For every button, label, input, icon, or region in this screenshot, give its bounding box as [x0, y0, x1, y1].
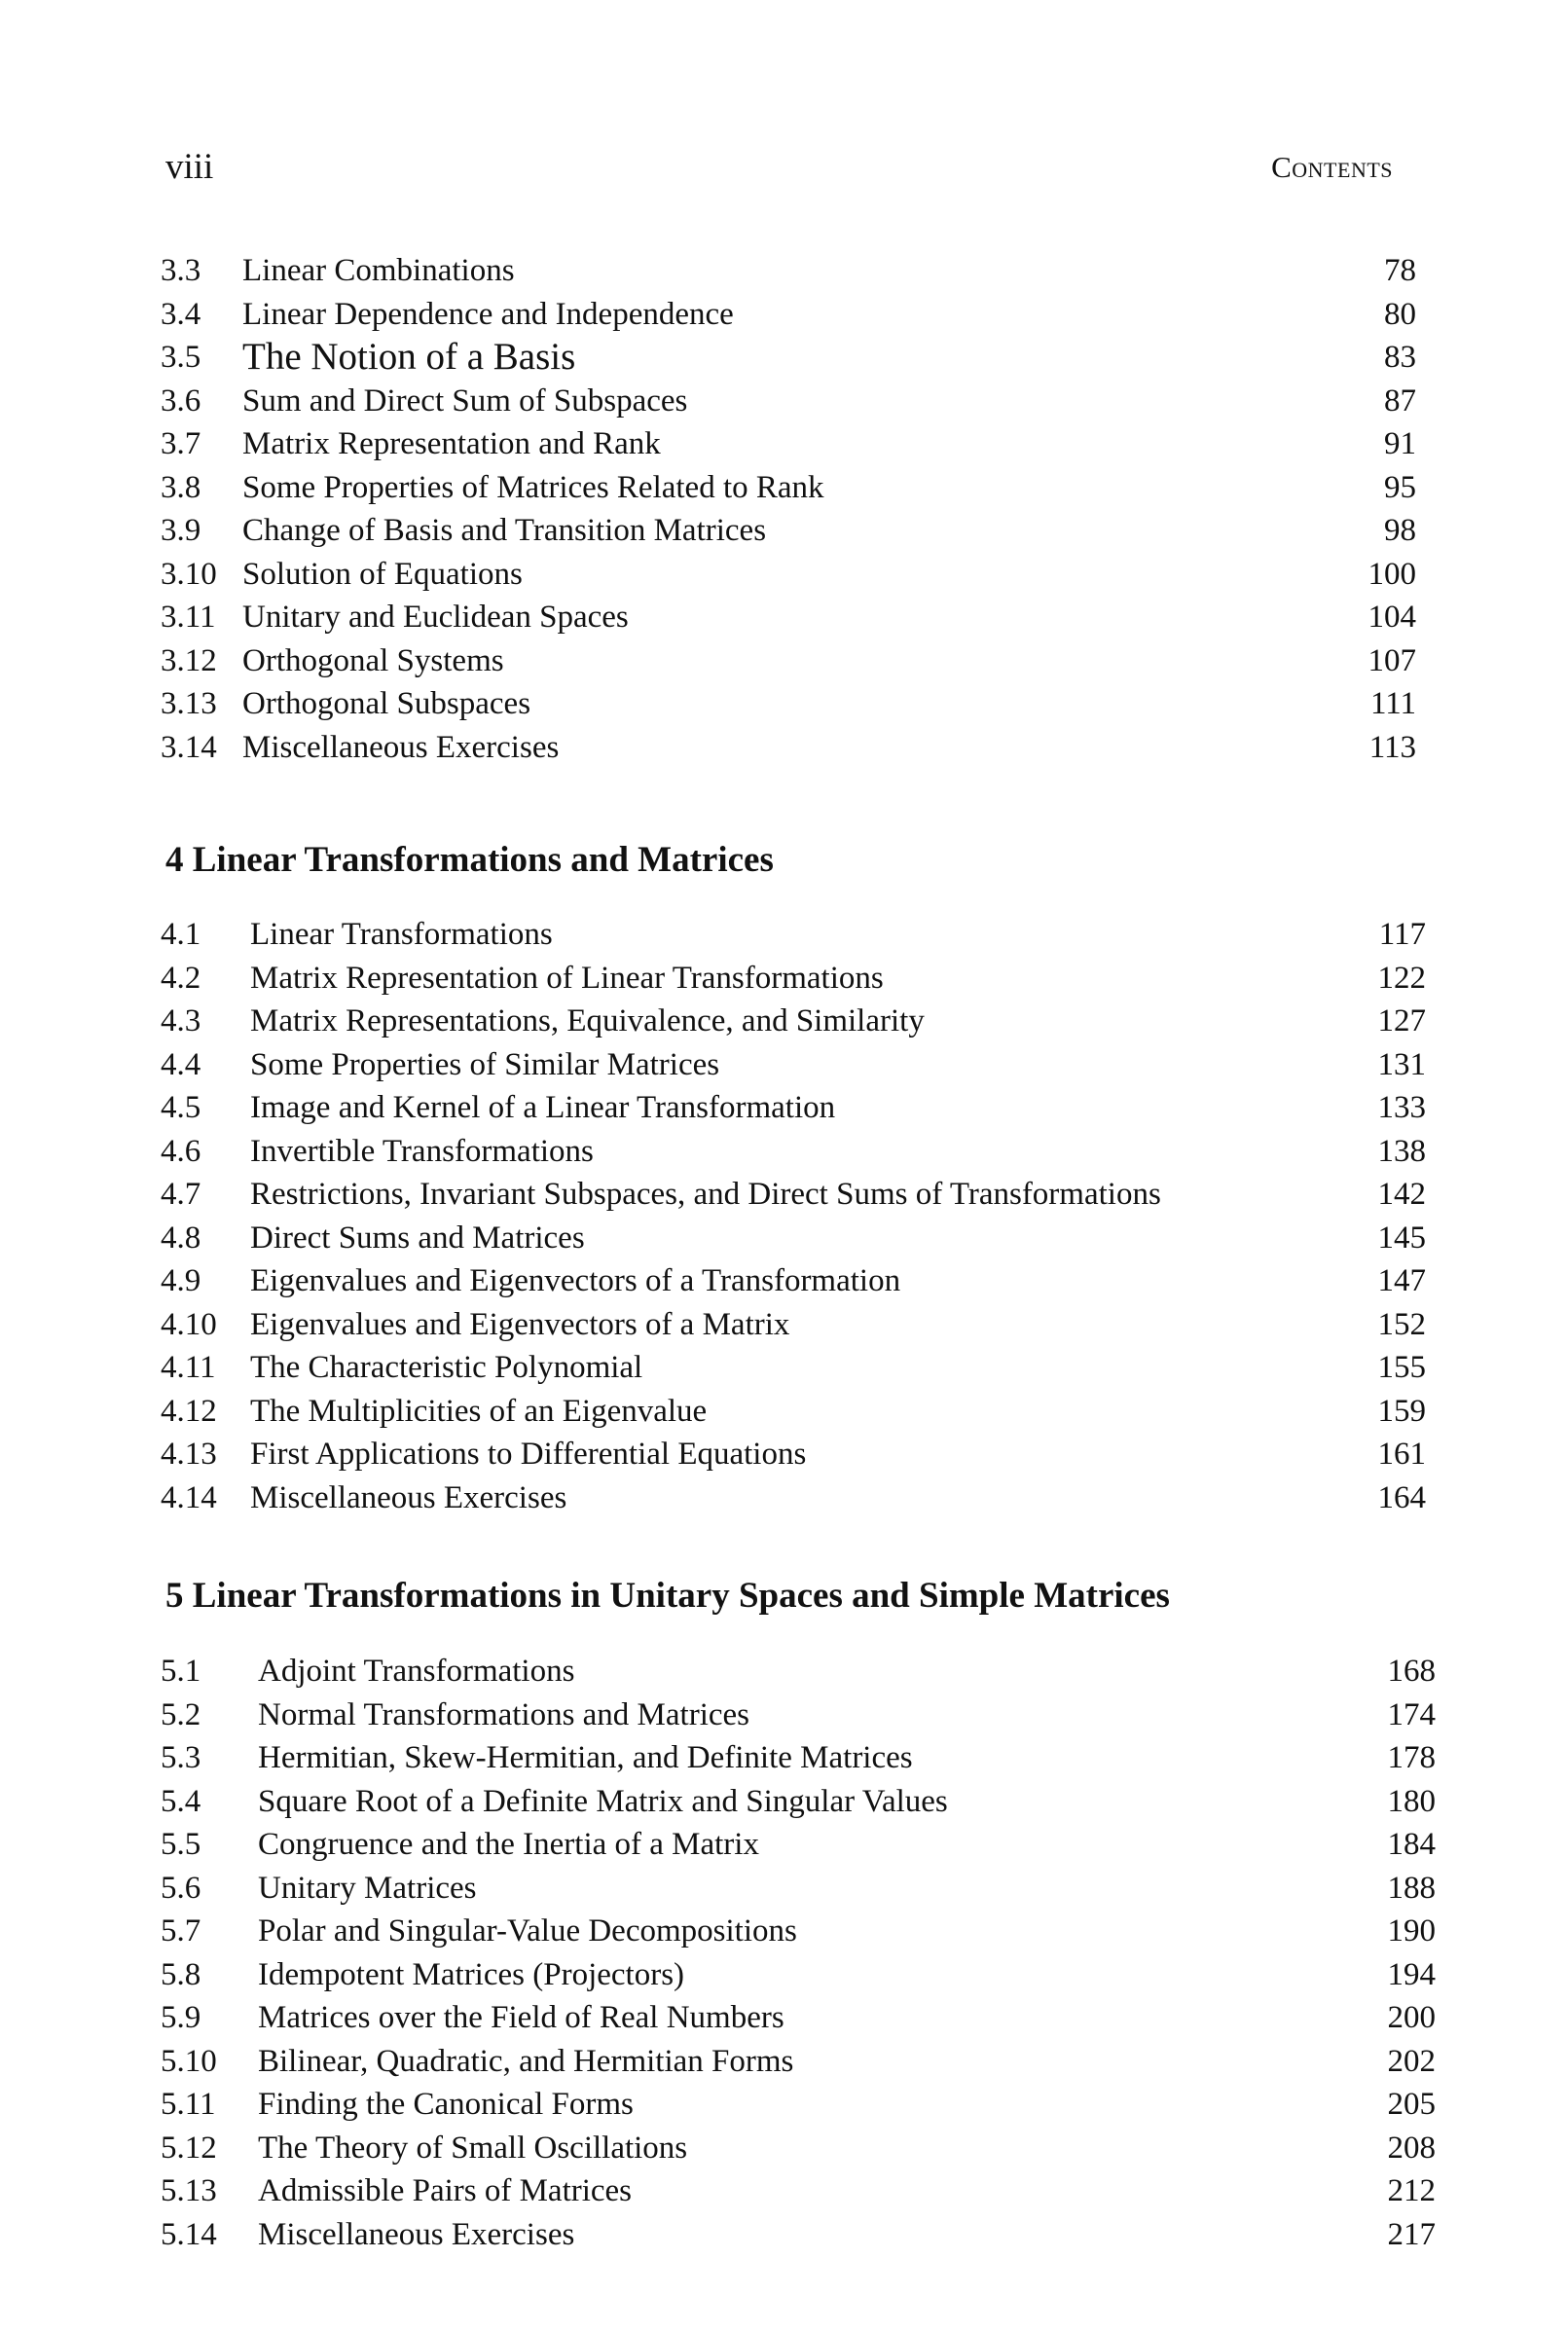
page-ref: 107 [1367, 642, 1416, 678]
section-title: Change of Basis and Transition Matrices [242, 513, 767, 548]
toc-entry [161, 2083, 1436, 2127]
section-number: 5.10 [161, 2043, 217, 2079]
section-number: 4.7 [161, 1177, 201, 1212]
section-title: Linear Transformations [250, 917, 553, 952]
toc-entry [161, 1217, 1426, 1260]
toc-entry [161, 553, 1416, 597]
section-title: Linear Combinations [242, 253, 515, 288]
page-ref: 168 [1387, 1654, 1436, 1689]
section-number: 3.12 [161, 642, 217, 678]
section-number: 5.1 [161, 1654, 201, 1689]
section-number: 5.4 [161, 1783, 201, 1819]
page-ref: 217 [1387, 2216, 1436, 2252]
section-title: The Characteristic Polynomial [250, 1350, 643, 1385]
toc-entry [161, 336, 1416, 380]
page-number: viii [165, 147, 214, 187]
page-ref: 104 [1367, 600, 1416, 635]
page-ref: 100 [1367, 556, 1416, 592]
section-number: 4.12 [161, 1393, 217, 1429]
toc-entry [161, 380, 1416, 423]
toc-entry [161, 913, 1426, 957]
section-number: 5.7 [161, 1913, 201, 1949]
page-ref: 131 [1377, 1046, 1426, 1082]
page-ref: 164 [1377, 1479, 1426, 1515]
section-number: 3.9 [161, 513, 201, 548]
toc-entry [161, 2169, 1436, 2213]
section-number: 5.11 [161, 2087, 216, 2122]
section-title: Some Properties of Matrices Related to Rank [242, 469, 824, 505]
page-ref: 133 [1377, 1090, 1426, 1125]
chapter-4-heading: 4 Linear Transformations and Matrices [165, 840, 774, 880]
toc-entry [161, 1346, 1426, 1390]
page-ref: 159 [1377, 1393, 1426, 1429]
section-title: Unitary and Euclidean Spaces [242, 600, 629, 635]
toc-entry [161, 509, 1416, 553]
page-ref: 152 [1377, 1306, 1426, 1342]
section-number: 5.3 [161, 1740, 201, 1775]
toc-entry [161, 249, 1416, 293]
toc-entry [161, 466, 1416, 510]
toc-entry [161, 422, 1416, 466]
section-title: Image and Kernel of a Linear Transformation [250, 1090, 836, 1125]
toc-entry [161, 1780, 1436, 1824]
section-number: 5.14 [161, 2216, 217, 2252]
section-title: Normal Transformations and Matrices [258, 1696, 750, 1732]
page-ref: 127 [1377, 1003, 1426, 1038]
toc-entry [161, 596, 1416, 639]
section-title: Invertible Transformations [250, 1133, 594, 1169]
section-number: 4.5 [161, 1090, 201, 1125]
page-ref: 91 [1384, 426, 1416, 461]
page-ref: 180 [1387, 1783, 1436, 1819]
section-number: 4.3 [161, 1003, 201, 1038]
section-title: The Multiplicities of an Eigenvalue [250, 1393, 708, 1429]
section-number: 5.2 [161, 1696, 201, 1732]
page-header [165, 146, 1393, 195]
section-number: 3.11 [161, 600, 216, 635]
page-ref: 78 [1384, 253, 1416, 288]
toc-entry [161, 726, 1416, 770]
section-title: Sum and Direct Sum of Subspaces [242, 382, 688, 419]
section-number: 3.3 [161, 253, 201, 288]
section-number: 3.13 [161, 686, 217, 721]
page-ref: 98 [1384, 513, 1416, 548]
chapter-5-entries [161, 1650, 1436, 2256]
section-title: Miscellaneous Exercises [242, 729, 560, 765]
page-ref: 113 [1368, 729, 1416, 765]
page-ref: 95 [1384, 469, 1416, 505]
section-number: 4.11 [161, 1350, 216, 1385]
page-ref: 145 [1377, 1220, 1426, 1256]
section-number: 4.9 [161, 1263, 201, 1298]
section-title: Restrictions, Invariant Subspaces, and Direct Sums of Transformations [250, 1177, 1161, 1212]
toc-entry [161, 293, 1416, 337]
toc-entry [161, 1867, 1436, 1911]
section-title: Some Properties of Similar Matrices [250, 1046, 720, 1082]
toc-entry [161, 1953, 1436, 1997]
page-ref: 178 [1387, 1740, 1436, 1775]
section-title: Square Root of a Definite Matrix and Singular Values [258, 1783, 948, 1819]
toc-entry [161, 1694, 1436, 1737]
section-title: Linear Dependence and Independence [242, 296, 734, 332]
page-ref: 117 [1378, 917, 1426, 952]
page-ref: 190 [1387, 1913, 1436, 1949]
section-title: Polar and Singular-Value Decompositions [258, 1913, 797, 1949]
page-ref: 80 [1384, 296, 1416, 332]
section-title: Orthogonal Systems [242, 642, 504, 678]
section-title: Congruence and the Inertia of a Matrix [258, 1827, 759, 1862]
toc-entry [161, 1086, 1426, 1130]
toc-entry [161, 1390, 1426, 1434]
section-number: 5.12 [161, 2130, 217, 2166]
section-number: 3.14 [161, 729, 217, 765]
page-ref: 87 [1384, 382, 1416, 419]
page-ref: 174 [1387, 1696, 1436, 1732]
toc-entry [161, 1130, 1426, 1174]
section-number: 3.7 [161, 426, 201, 461]
section-title: First Applications to Differential Equations [250, 1437, 807, 1472]
page-ref: 202 [1387, 2043, 1436, 2079]
toc-entry [161, 2127, 1436, 2170]
section-number: 3.6 [161, 382, 201, 419]
page-ref: 122 [1377, 960, 1426, 996]
toc-entry [161, 1476, 1426, 1520]
page-ref: 147 [1377, 1263, 1426, 1298]
section-number: 5.13 [161, 2173, 217, 2208]
page-ref: 138 [1377, 1133, 1426, 1169]
page-ref: 194 [1387, 1956, 1436, 1992]
section-number: 5.8 [161, 1956, 201, 1992]
section-title: Hermitian, Skew-Hermitian, and Definite Matrices [258, 1740, 913, 1775]
section-title: Bilinear, Quadratic, and Hermitian Forms [258, 2043, 794, 2079]
toc-entry [161, 1173, 1426, 1217]
section-number: 4.13 [161, 1437, 217, 1472]
toc-entry [161, 682, 1416, 726]
toc-entry [161, 1043, 1426, 1087]
page-ref: 205 [1387, 2087, 1436, 2122]
page-ref: 111 [1369, 686, 1416, 721]
toc-entry [161, 1259, 1426, 1303]
toc-entry [161, 639, 1416, 683]
section-title: Finding the Canonical Forms [258, 2087, 634, 2122]
page-ref: 142 [1377, 1177, 1426, 1212]
toc-entry [161, 1433, 1426, 1476]
page-ref: 188 [1387, 1870, 1436, 1906]
running-title: Contents [1271, 150, 1393, 184]
section-title: Adjoint Transformations [258, 1654, 575, 1689]
section-title: Miscellaneous Exercises [258, 2216, 575, 2252]
section-title: Miscellaneous Exercises [250, 1479, 567, 1515]
section-number: 4.2 [161, 960, 201, 996]
section-title: Matrix Representation of Linear Transformations [250, 960, 884, 996]
toc-entry [161, 1996, 1436, 2040]
page-ref: 161 [1377, 1437, 1426, 1472]
chapter-4-entries [161, 913, 1426, 1519]
toc-entry [161, 1736, 1436, 1780]
section-number: 4.14 [161, 1479, 217, 1515]
section-title: Eigenvalues and Eigenvectors of a Transformation [250, 1263, 901, 1298]
section-number: 4.6 [161, 1133, 201, 1169]
toc-entry [161, 1650, 1436, 1694]
section-title: Matrix Representation and Rank [242, 426, 661, 461]
section-title: Admissible Pairs of Matrices [258, 2173, 633, 2208]
page-ref: 208 [1387, 2130, 1436, 2166]
page-ref: 155 [1377, 1350, 1426, 1385]
toc-entry [161, 1823, 1436, 1867]
section-number: 4.4 [161, 1046, 201, 1082]
chapter-3-entries [161, 249, 1416, 769]
section-title: Orthogonal Subspaces [242, 686, 531, 721]
section-number: 3.5 [161, 340, 201, 375]
section-title: The Theory of Small Oscillations [258, 2130, 688, 2166]
section-title: Solution of Equations [242, 556, 523, 592]
section-number: 4.8 [161, 1220, 201, 1256]
section-title: Idempotent Matrices (Projectors) [258, 1956, 685, 1992]
section-number: 5.6 [161, 1870, 201, 1906]
toc-entry [161, 1303, 1426, 1347]
section-title: Direct Sums and Matrices [250, 1220, 585, 1256]
page-ref: 184 [1387, 1827, 1436, 1862]
toc-entry [161, 957, 1426, 1001]
section-number: 4.1 [161, 917, 201, 952]
toc-entry [161, 2213, 1436, 2257]
page-ref: 83 [1384, 340, 1416, 375]
section-number: 3.10 [161, 556, 217, 592]
toc-entry [161, 1910, 1436, 1953]
section-title: Eigenvalues and Eigenvectors of a Matrix [250, 1306, 790, 1342]
section-title: Matrices over the Field of Real Numbers [258, 2000, 784, 2035]
section-title: The Notion of a Basis [242, 336, 576, 378]
section-title: Matrix Representations, Equivalence, and Similarity [250, 1003, 925, 1038]
section-number: 4.10 [161, 1306, 217, 1342]
page-ref: 212 [1387, 2173, 1436, 2208]
section-title: Unitary Matrices [258, 1870, 477, 1906]
section-number: 3.4 [161, 296, 201, 332]
section-number: 5.9 [161, 2000, 201, 2035]
section-number: 3.8 [161, 469, 201, 505]
chapter-5-heading: 5 Linear Transformations in Unitary Spaces and Simple Matrices [165, 1576, 1170, 1616]
toc-entry [161, 1000, 1426, 1043]
toc-entry [161, 2040, 1436, 2084]
page-ref: 200 [1387, 2000, 1436, 2035]
section-number: 5.5 [161, 1827, 201, 1862]
